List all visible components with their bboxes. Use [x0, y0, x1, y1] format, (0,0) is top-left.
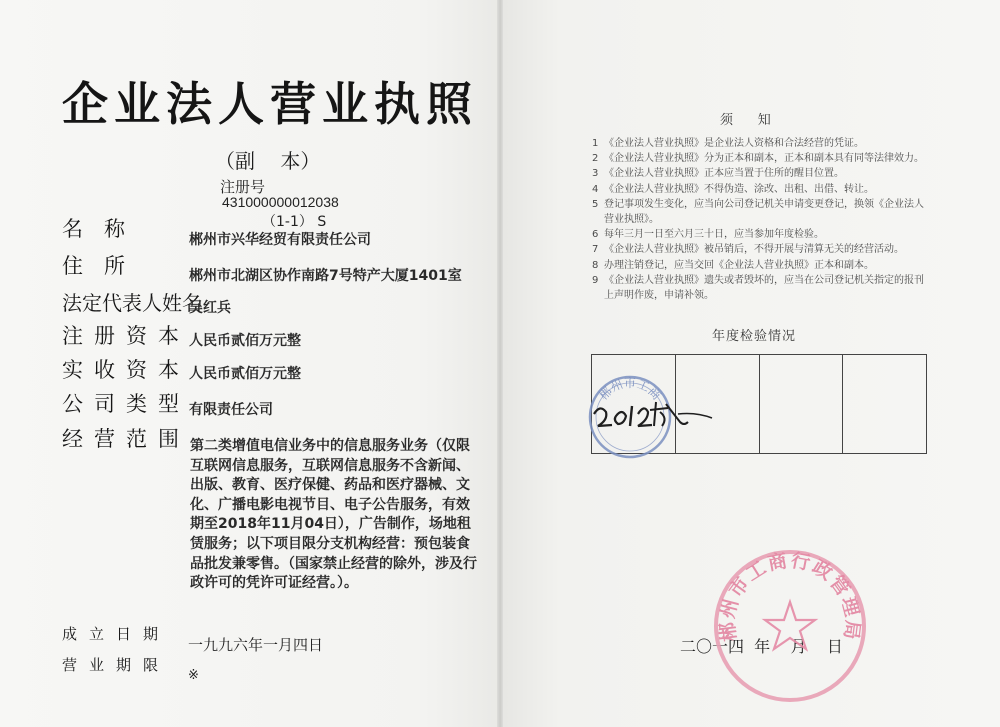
inspection-stamp-text: 郴州市工商: [596, 376, 664, 403]
license-title: 企业法人营业执照: [62, 77, 478, 131]
svg-text:郴州市工商行政管理局: [715, 549, 863, 643]
notice-list: [592, 136, 932, 303]
notice-item: 6 每年三月一日至六月三十日，应当参加年度检验。: [592, 229, 824, 241]
registration-label: 注册号: [220, 178, 266, 196]
notice-item: 2 《企业法人营业执照》分为正本和副本，正本和副本具有同等法律效力。: [592, 153, 924, 165]
business-term-value: ※: [188, 668, 199, 683]
inspection-cell: [760, 355, 844, 453]
field-label-address: 住 所: [62, 254, 125, 278]
field-label-paid-capital: 实收资本: [62, 358, 190, 382]
notice-title: 须 知: [720, 113, 771, 128]
official-seal-text: 郴州市工商行政管理局: [716, 549, 864, 643]
notice-item: 4 《企业法人营业执照》不得伪造、涂改、出租、出借、转让。: [592, 183, 874, 195]
field-value-address: 郴州市北湖区协作南路7号特产大厦1401室: [189, 268, 462, 284]
notice-item: 8 办理注销登记，应当交回《企业法人营业执照》正本和副本。: [592, 259, 874, 271]
official-seal: [710, 546, 870, 706]
page-fold: [497, 0, 503, 727]
field-value-legal-rep: 吴红兵: [189, 300, 231, 316]
field-value-business-scope: 第二类增值电信业务中的信息服务业务（仅限互联网信息服务，互联网信息服务不含新闻、出版、教育、医疗保健、药品和医疗器械、文化、广播电影电视节目、电子公告服务，有效期至2018年11月04日），广告制作，场地租赁服务；以下项目限分支机构经营：预包装食品批发兼零售。（国家禁止经营的除外，涉及行政许可的凭许可证经营。）。: [190, 438, 477, 592]
notice-item: 1 《企业法人营业执照》是企业法人资格和合法经营的凭证。: [592, 138, 864, 149]
notice-item: 9 《企业法人营业执照》遗失或者毁坏的，应当在公司登记机关指定的报刊上声明作废，申请补领。: [592, 274, 924, 302]
annual-inspection-title: 年度检验情况: [712, 329, 797, 344]
field-value-registered-capital: 人民币贰佰万元整: [189, 333, 301, 349]
business-term-label: 营业期限: [62, 656, 171, 674]
established-date-label: 成立日期: [62, 625, 171, 643]
license-subtitle: （副 本）: [215, 149, 321, 173]
field-label-company-type: 公司类型: [62, 392, 190, 416]
field-value-company-type: 有限责任公司: [189, 402, 273, 418]
inspection-signature: [588, 392, 718, 437]
established-date-value: 一九九六年一月四日: [188, 636, 324, 654]
field-value-paid-capital: 人民币贰佰万元整: [189, 366, 301, 382]
field-value-name: 郴州市兴华经贸有限责任公司: [189, 232, 371, 248]
field-label-name: 名 称: [62, 217, 125, 241]
field-label-legal-rep: 法定代表人姓名: [62, 291, 202, 315]
field-label-registered-capital: 注册资本: [62, 324, 190, 348]
notice-item: 7 《企业法人营业执照》被吊销后，不得开展与清算无关的经营活动。: [592, 244, 904, 256]
registration-copy-number: （1-1） S: [262, 214, 327, 230]
notice-item: 3 《企业法人营业执照》正本应当置于住所的醒目位置。: [592, 168, 844, 180]
notice-item: 5 登记事项发生变化，应当向公司登记机关申请变更登记，换领《企业法人营业执照》。: [592, 198, 924, 226]
issue-date: 二〇一四 年 月 日: [680, 637, 843, 656]
field-label-business-scope: 经营范围: [62, 427, 190, 451]
inspection-cell: [843, 355, 926, 453]
registration-number: 431000000012038: [222, 194, 339, 210]
